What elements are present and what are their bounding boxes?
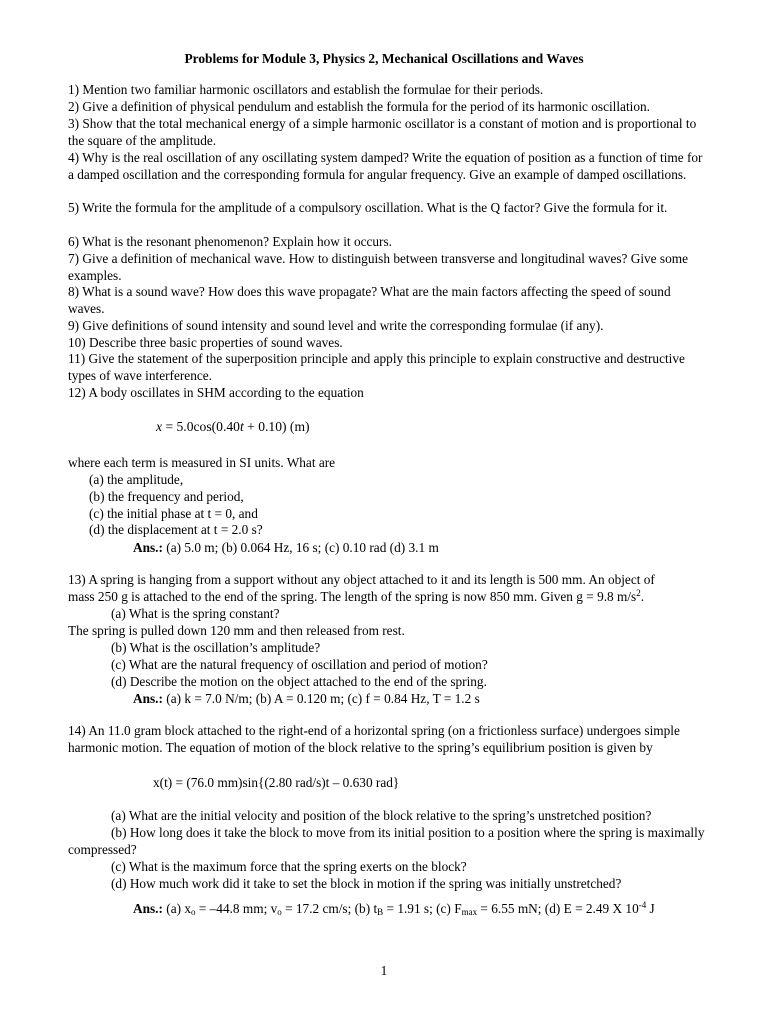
question-14-answer: Ans.: (a) $x_o = -44.8$ mm; $v_o = 17.2$ cm/s; (b) $t_B = 1.91$ s; (c) $F_{max} = 6.55$ mN; (d) E = 2.49 X $10^{-4}$ J bbox=[133, 900, 655, 917]
question-12-intro: 12) A body oscillates in SHM according to the equation bbox=[68, 385, 364, 400]
question-5: 5) Write the formula for the amplitude of a compulsory oscillation. What is the Q factor? Give the formula for it. bbox=[68, 200, 668, 215]
question-12-part-b: (b) the frequency and period, bbox=[89, 489, 244, 504]
question-14-equation: x(t) = (76.0 mm)sin{(2.80 rad/s)t – 0.630 rad} bbox=[153, 775, 400, 790]
question-13-line-2: mass 250 g is attached to the end of the spring. The length of the spring is now 850 mm. Given g = 9.8 $m/s^2$. bbox=[68, 588, 645, 604]
question-14-part-a: (a) What are the initial velocity and position of the block relative to the spring’s unstretched position? bbox=[111, 808, 652, 823]
question-14-part-c: (c) What is the maximum force that the spring exerts on the block? bbox=[111, 859, 467, 874]
question-4: 4) Why is the real oscillation of any oscillating system damped? Write the equation of position as a function of time for a damped oscillation and the corresponding formula for angular frequency. Give an example of damped oscillations. bbox=[68, 150, 703, 182]
question-7: 7) Give a definition of mechanical wave. How to distinguish between transverse and longitudinal waves? Give some examples. bbox=[68, 251, 688, 283]
question-14-part-d: (d) How much work did it take to set the block in motion if the spring was initially unstretched? bbox=[111, 876, 622, 891]
question-12-equation: x = 5.0cos(0.40t + 0.10) (m) bbox=[156, 419, 310, 434]
question-10: 10) Describe three basic properties of sound waves. bbox=[68, 335, 343, 350]
question-12-part-c: (c) the initial phase at t = 0, and bbox=[89, 506, 258, 521]
question-12-after: where each term is measured in SI units. What are bbox=[68, 455, 336, 470]
page-number: 1 bbox=[380, 963, 388, 978]
question-13-line-1: 13) A spring is hanging from a support without any object attached to it and its length is 500 mm. An object of bbox=[68, 572, 655, 587]
question-12-part-a: (a) the amplitude, bbox=[89, 472, 184, 487]
question-14-part-b: (b) How long does it take the block to move from its initial position to a position where the spring is maximally compressed? bbox=[68, 825, 705, 857]
question-13-part-b: (b) What is the oscillation’s amplitude? bbox=[111, 640, 321, 655]
question-1: 1) Mention two familiar harmonic oscillators and establish the formulae for their periods. bbox=[68, 82, 544, 97]
question-6: 6) What is the resonant phenomenon? Explain how it occurs. bbox=[68, 234, 392, 249]
question-13-part-c: (c) What are the natural frequency of oscillation and period of motion? bbox=[111, 657, 488, 672]
question-13-part-a: (a) What is the spring constant? bbox=[111, 606, 280, 621]
question-9: 9) Give definitions of sound intensity and sound level and write the corresponding formulae (if any). bbox=[68, 318, 604, 333]
question-13-part-d: (d) Describe the motion on the object attached to the end of the spring. bbox=[111, 674, 487, 689]
question-11: 11) Give the statement of the superposition principle and apply this principle to explain constructive and destructive types of wave interference. bbox=[68, 351, 685, 383]
question-13-middle: The spring is pulled down 120 mm and then released from rest. bbox=[68, 623, 405, 638]
question-3: 3) Show that the total mechanical energy of a simple harmonic oscillator is a constant of motion and is proportional to the square of the amplitude. bbox=[68, 116, 697, 148]
page-title: Problems for Module 3, Physics 2, Mechanical Oscillations and Waves bbox=[184, 51, 584, 66]
question-13-answer: Ans.: (a) k = 7.0 N/m; (b) A = 0.120 m; (c) f = 0.84 Hz, T = 1.2 s bbox=[133, 691, 480, 706]
question-12-answer: Ans.: (a) 5.0 m; (b) 0.064 Hz, 16 s; (c) 0.10 rad (d) 3.1 m bbox=[133, 540, 439, 555]
question-2: 2) Give a definition of physical pendulum and establish the formula for the period of its harmonic oscillation. bbox=[68, 99, 650, 114]
question-14-intro: 14) An 11.0 gram block attached to the right-end of a horizontal spring (on a frictionless surface) undergoes simple harmonic motion. The equation of motion of the block relative to the spring’s equilibrium position is given by bbox=[68, 723, 680, 755]
question-8: 8) What is a sound wave? How does this wave propagate? What are the main factors affecting the speed of sound waves. bbox=[68, 284, 671, 316]
question-12-part-d: (d) the displacement at t = 2.0 s? bbox=[89, 522, 263, 537]
